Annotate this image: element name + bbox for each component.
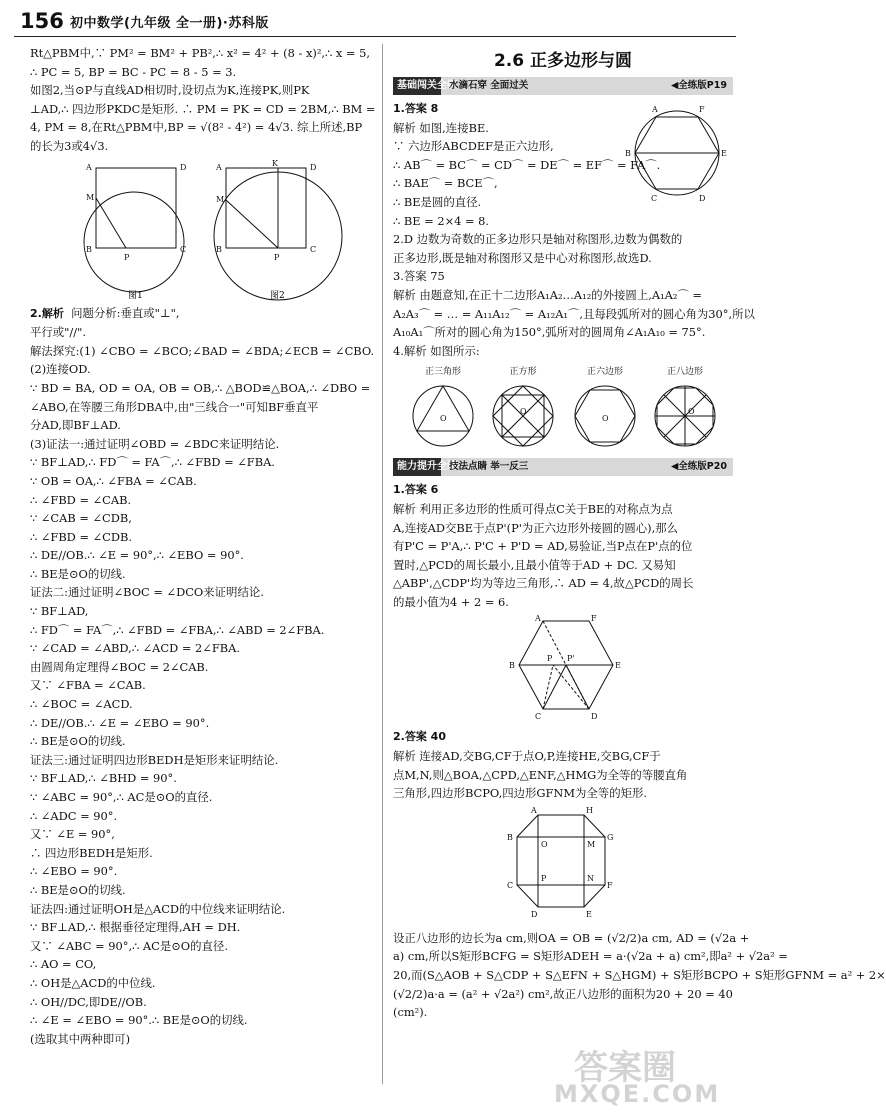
column-divider — [382, 44, 383, 1084]
svg-text:P: P — [274, 252, 280, 262]
text-line: A₁₀A₁⌒所对的圆心角为150°,弧所对的圆周角∠A₁A₁₀ = 75°. — [393, 325, 706, 340]
banner-ref: ◀全练版P20 — [671, 461, 727, 473]
text-line: 置时,△PCD的周长最小,且最小值等于AD + DC. 又易知 — [393, 557, 676, 572]
svg-text:D: D — [180, 162, 187, 172]
svg-text:P: P — [547, 654, 553, 664]
text-line: (3)证法一:通过证明∠OBD = ∠BDC来证明结论. — [30, 436, 280, 451]
text-line: 平行或"//". — [30, 325, 86, 340]
svg-text:M: M — [216, 194, 225, 204]
svg-text:B: B — [625, 149, 631, 158]
svg-text:P': P' — [567, 654, 575, 664]
svg-text:O: O — [440, 414, 447, 424]
svg-text:C: C — [535, 712, 542, 722]
text-line: A₂A₃⌒ = … = A₁₁A₁₂⌒ = A₁₂A₁⌒,且每段弧所对的圆心角为30°,所以 — [393, 306, 755, 321]
p2-block — [393, 727, 733, 802]
text-line: ∴ BAE⌒ = BCE⌒, — [393, 176, 498, 191]
svg-text:E: E — [721, 149, 727, 158]
text-line: ∴ ∠BOC = ∠ACD. — [30, 697, 133, 712]
svg-text:B: B — [507, 832, 513, 842]
text-line: 正多边形,既是轴对称图形又是中心对称图形,故选D. — [393, 250, 652, 265]
svg-text:P: P — [541, 873, 547, 883]
p1-block — [393, 480, 733, 611]
text-line: 三角形,四边形BCPO,四边形GFNM为全等的矩形. — [393, 786, 647, 801]
q1-block — [393, 99, 733, 230]
answer-label: 2.解析 — [30, 306, 64, 320]
svg-text:D: D — [699, 194, 706, 203]
section-banner-advanced — [393, 458, 733, 476]
svg-text:A: A — [86, 162, 92, 172]
text-line: ∴ ∠FBD = ∠CDB. — [30, 529, 132, 544]
section-title: 2.6 正多边形与圆 — [493, 51, 633, 71]
text-line: 有P'C = P'A,∴ P'C + P'D = AD,易验证,当P点在P'点的位 — [393, 539, 693, 554]
svg-text:B: B — [86, 244, 92, 254]
svg-text:B: B — [216, 244, 222, 254]
text-line: 又∵ ∠ABC = 90°,∴ AC是⊙O的直径. — [30, 938, 228, 953]
svg-text:O: O — [688, 407, 695, 417]
section-banner-basic — [393, 77, 733, 95]
text-line — [393, 727, 733, 747]
answer-label: 1.答案 6 — [393, 483, 439, 497]
poly-label: 正三角形 — [424, 367, 462, 378]
text-line: 解析 利用正多边形的性质可得点C关于BE的对称点为点 — [393, 501, 673, 516]
solution-text — [30, 44, 376, 156]
text-line: ∴ ∠E = ∠EBO = 90°.∴ BE是⊙O的切线. — [30, 1013, 248, 1028]
text-line — [393, 480, 733, 500]
text-line: 又∵ ∠E = 90°, — [30, 827, 115, 842]
svg-text:A: A — [216, 162, 222, 172]
q3-block — [393, 267, 755, 341]
text-line: (选取其中两种即可) — [30, 1031, 131, 1046]
page-number: 156 — [20, 9, 64, 33]
text-line: 解析 由题意知,在正十二边形A₁A₂…A₁₂的外接圆上,A₁A₂⌒ = — [393, 287, 702, 302]
text-line: ∴ BE是⊙O的切线. — [30, 882, 126, 897]
text-line: 证法三:通过证明四边形BEDH是矩形来证明结论. — [30, 752, 279, 767]
svg-text:M: M — [86, 192, 95, 202]
svg-text:A: A — [531, 805, 537, 815]
text-line: 由圆周角定理得∠BOC = 2∠CAB. — [30, 659, 209, 674]
text-line: 解法探究:(1) ∠CBO = ∠BCO;∠BAD = ∠BDA;∠ECB = ∠CBO. — [30, 343, 375, 358]
text-line: ∴ DE//OB.∴ ∠E = 90°,∴ ∠EBO = 90°. — [30, 548, 244, 563]
text-line: ∴ 四边形BEDH是矩形. — [30, 845, 153, 860]
text-line: A,连接AD交BE于点P'(P'为正六边形外接圆的圆心),那么 — [393, 520, 679, 535]
answer-label: 1.答案 8 — [393, 102, 439, 115]
hexagon-figure — [625, 99, 729, 203]
svg-text:M: M — [587, 839, 596, 849]
svg-text:C: C — [180, 244, 187, 254]
text-line: ∴ ∠EBO = 90°. — [30, 864, 118, 879]
text-line: ∴ AO = CO, — [30, 957, 97, 972]
text-line: 解析 连接AD,交BG,CF于点O,P,连接HE,交BG,CF于 — [393, 749, 661, 764]
svg-text:N: N — [587, 873, 594, 883]
text-line: 解析 如图,连接BE. — [393, 120, 489, 135]
figure-2 — [214, 159, 342, 300]
text-line: ∵ OB = OA,∴ ∠FBA = ∠CAB. — [30, 473, 197, 488]
book-title: 初中数学(九年级 全一册)·苏科版 — [70, 16, 269, 31]
text-line: ∵ ∠ABC = 90°,∴ AC是⊙O的直径. — [30, 790, 213, 804]
text-line: ∴ OH//DC,即DE//OB. — [30, 994, 147, 1009]
q4-text: 4.解析 如图所示: — [393, 343, 480, 358]
svg-text:G: G — [607, 832, 614, 842]
text-line: 设正八边形的边长为a cm,则OA = OB = (√2/2)a cm, AD = (√2a + — [393, 930, 750, 945]
octagon-figure — [393, 807, 733, 925]
text-line: a) cm,所以S矩形BCFG = S矩形ADEH = a·(√2a + a) cm²,即a² + √2a² = — [393, 949, 788, 964]
text-line: 的最小值为4 + 2 = 6. — [393, 594, 509, 609]
text-line: ∴ BE是⊙O的切线. — [30, 566, 126, 581]
text-line: (2)连接OD. — [30, 362, 91, 377]
text-line: ∴ BE = 2×4 = 8. — [393, 213, 490, 228]
text-line: 20,而(S△AOB + S△CDP + S△EFN + S△HGM) + S矩形BCPO + S矩形GFNM = a² + 2× — [393, 968, 886, 983]
banner-ref: ◀全练版P19 — [671, 80, 727, 91]
svg-text:O: O — [602, 414, 609, 424]
text-line: ∴ OH是△ACD的中位线. — [30, 975, 156, 990]
svg-text:K: K — [272, 158, 278, 168]
text-line: ∵ ∠CAD = ∠ABD,∴ ∠ACD = 2∠FBA. — [30, 641, 240, 656]
text-line: ∴ ∠ADC = 90°. — [30, 808, 118, 823]
banner-tag: 基础闯关全练 — [397, 80, 457, 91]
answer-label: 2.答案 40 — [393, 730, 446, 744]
svg-text:D: D — [531, 909, 538, 919]
figure-1 — [84, 163, 186, 292]
text-line: 3.答案 75 — [393, 269, 445, 284]
svg-text:E: E — [615, 661, 621, 671]
text-line: ∴ BE是圆的直径. — [393, 194, 482, 209]
text-line: ∴ BE是⊙O的切线. — [30, 734, 126, 749]
poly-label: 正六边形 — [586, 367, 624, 378]
right-column — [393, 44, 886, 1022]
text-line: ∴ AB⌒ = BC⌒ = CD⌒ = DE⌒ = EF⌒ = FA⌒. — [393, 157, 661, 172]
text-line: ∵ BF⊥AD,∴ FD⌒ = FA⌒,∴ ∠FBD = ∠FBA. — [30, 455, 275, 470]
text-line: ∵ 六边形ABCDEF是正六边形, — [393, 139, 554, 154]
q2-solution — [30, 304, 375, 1049]
banner-motto: 水滴石穿 全面过关 — [449, 80, 529, 91]
text-line: ∵ BF⊥AD,∴ ∠BHD = 90°. — [30, 771, 177, 786]
text-line: ∴ PC = 5, BP = BC - PC = 8 - 5 = 3. — [30, 64, 237, 79]
regular-polygons-figure — [393, 364, 733, 454]
svg-text:F: F — [699, 105, 705, 114]
text-line: Rt△PBM中,∵ PM² = BM² + PB²,∴ x² = 4² + (8 - x)²,∴ x = 5, — [30, 46, 370, 60]
svg-text:C: C — [310, 244, 317, 254]
svg-text:O: O — [520, 407, 527, 417]
svg-text:D: D — [310, 162, 317, 172]
text-line: △ABP',△CDP'均为等边三角形,∴ AD = 4,故△PCD的周长 — [393, 576, 694, 591]
svg-text:E: E — [586, 909, 592, 919]
figures-1-2 — [30, 160, 372, 300]
text-line: ∵ ∠CAB = ∠CDB, — [30, 511, 132, 526]
banner-motto: 技法点睛 举一反三 — [449, 461, 529, 473]
text-line: 2.D 边数为奇数的正多边形只是轴对称图形,边数为偶数的 — [393, 232, 683, 247]
text-line: ⊥AD,∴ 四边形PKDC是矩形. ∴ PM = PK = CD = 2BM,∴ BM = — [30, 101, 376, 116]
watermark-line: 答案圈 — [574, 1048, 676, 1088]
text-line: ∵ BD = BA, OD = OA, OB = OB,∴ △BOD≌△BOA,∴ ∠DBO = — [30, 380, 371, 395]
svg-text:C: C — [507, 880, 514, 890]
text-line: 又∵ ∠FBA = ∠CAB. — [30, 678, 146, 693]
svg-text:D: D — [591, 712, 598, 722]
fig2-caption: 图2 — [270, 290, 285, 301]
svg-text:C: C — [651, 194, 658, 203]
text-line: (cm²). — [393, 1005, 428, 1020]
watermark-line: MXQE.COM — [554, 1080, 721, 1108]
svg-text:B: B — [509, 661, 515, 671]
svg-text:F: F — [607, 880, 613, 890]
text-span: 问题分析:垂直或"⊥", — [71, 305, 180, 320]
p2-conclusion — [393, 929, 886, 1022]
svg-text:A: A — [535, 614, 541, 624]
text-line: 证法四:通过证明OH是△ACD的中位线来证明结论. — [30, 901, 286, 916]
text-line: (√2/2)a·a = (a² + √2a²) cm²,故正八边形的面积为20 + 20 = 40 — [393, 986, 733, 1001]
text-line: 点M,N,则△BOA,△CPD,△ENF,△HMG为全等的等腰直角 — [393, 767, 688, 782]
text-line: ∵ BF⊥AD,∴ 根据垂径定理得,AH = DH. — [30, 920, 241, 935]
hexagon-pcd-figure — [393, 615, 733, 723]
text-line — [30, 304, 372, 324]
banner-tag: 能力提升全练 — [397, 461, 457, 473]
text-line: ∴ ∠FBD = ∠CAB. — [30, 492, 132, 507]
text-line: ∵ BF⊥AD, — [30, 604, 89, 619]
poly-label: 正八边形 — [666, 367, 704, 378]
fig1-caption: 图1 — [128, 290, 143, 301]
page-header — [14, 6, 736, 37]
poly-label: 正方形 — [509, 367, 537, 378]
q2-block — [393, 230, 733, 267]
svg-text:P: P — [124, 252, 130, 262]
text-line: 的长为3或4√3. — [30, 138, 109, 153]
text-line: ∴ FD⌒ = FA⌒,∴ ∠FBD = ∠FBA,∴ ∠ABD = 2∠FBA. — [30, 622, 325, 637]
text-line: 如图2,当⊙P与直线AD相切时,设切点为K,连接PK,则PK — [30, 83, 310, 98]
svg-text:F: F — [591, 614, 597, 624]
svg-text:O: O — [541, 839, 548, 849]
svg-text:A: A — [652, 105, 658, 114]
svg-text:H: H — [586, 805, 593, 815]
text-line: 4, PM = 8,在Rt△PBM中,BP = √(8² - 4²) = 4√3. 综上所述,BP — [30, 120, 363, 135]
text-line: ∠ABO,在等腰三角形DBA中,由"三线合一"可知BF垂直平 — [30, 399, 319, 414]
left-column — [30, 44, 376, 1048]
text-line: ∴ DE//OB.∴ ∠E = ∠EBO = 90°. — [30, 715, 210, 730]
text-line: 证法二:通过证明∠BOC = ∠DCO来证明结论. — [30, 585, 264, 600]
text-line: 分AD,即BF⊥AD. — [30, 418, 121, 433]
site-watermark — [554, 1040, 734, 1110]
